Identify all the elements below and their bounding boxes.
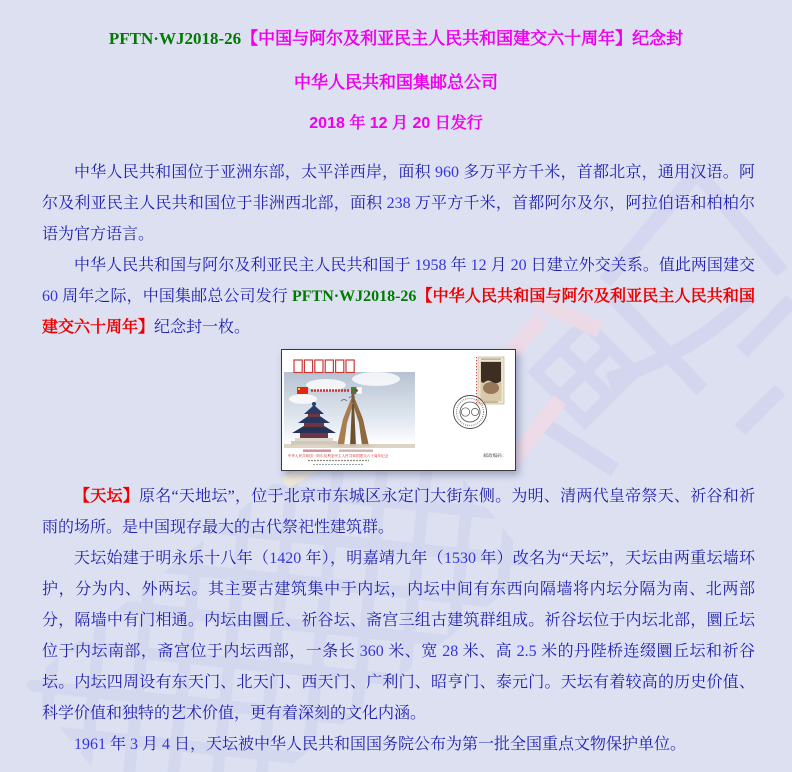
text-run: 360 bbox=[359, 643, 384, 660]
china-flag-star bbox=[298, 388, 300, 390]
paragraph-tiantan-intro bbox=[42, 481, 755, 543]
text-run: 原名“天地坛”，位于北京市东城区永定门大街东侧。为明、清两代皇帝祭天、祈谷和祈雨的场所。是中国现存最大的古代祭祀性建筑群。 bbox=[42, 488, 755, 536]
postcode-label: 邮政编码： bbox=[483, 453, 507, 458]
paragraph-tiantan-heritage bbox=[42, 729, 755, 760]
text-run: 日，天坛被中华人民共和国国务院公布为第一批全国重点文物保护单位。 bbox=[170, 736, 687, 753]
text-run: 年 bbox=[106, 736, 131, 753]
issuer-line: 中华人民共和国集邮总公司 bbox=[294, 73, 498, 92]
text-run: 天坛始建于明永乐十八年（ bbox=[74, 550, 270, 567]
text-run: 【中华人民共和国与阿尔及利亚民主人民共和国建交六十周年】 bbox=[42, 288, 755, 336]
text-run: 米、高 bbox=[458, 643, 517, 660]
catalog-code: PFTN·WJ2018-26 bbox=[108, 29, 242, 48]
issue-date-line: 2018 年 12 月 20 日发行 bbox=[309, 115, 483, 132]
ground-strip bbox=[284, 444, 415, 448]
page-title bbox=[0, 0, 792, 49]
text-run: 纪念封一枚。 bbox=[154, 319, 251, 336]
text-run: PFTN·WJ2018-26 bbox=[291, 288, 417, 305]
text-run: 1958 bbox=[414, 257, 447, 274]
commemorative-envelope-image bbox=[281, 349, 516, 471]
text-run: 年）改名为“天坛”，天坛由两重坛墙环护，分为内、外两坛。其主要古建筑集中于内坛，内坛中间有东西向隔墙将内坛分隔为南、北两部分，隔墙中有门相通。内坛由圜丘、祈谷坛、斋宫三组古建筑群组成。祈谷坛位于内坛北部，圜丘坛位于内坛南部，斋宫位于内坛西部，一条长 bbox=[42, 550, 755, 660]
text-run: 4 bbox=[162, 736, 171, 753]
text-run: 60 bbox=[42, 288, 58, 305]
text-run: 1420 bbox=[269, 550, 302, 567]
text-run: 2.5 bbox=[516, 643, 537, 660]
paragraph-tiantan-history bbox=[42, 543, 755, 729]
paragraph-countries bbox=[42, 157, 755, 250]
text-run: 年 bbox=[446, 257, 471, 274]
paragraph-issue-info bbox=[42, 250, 755, 343]
text-run: 多万平方千米，首都北京，通用汉语。阿尔及利亚民主人民共和国位于非洲西北部，面积 bbox=[42, 164, 755, 212]
envelope-figure bbox=[42, 349, 755, 471]
text-run: 960 bbox=[435, 164, 460, 181]
text-run: 20 bbox=[510, 257, 527, 274]
text-run: 月 bbox=[486, 257, 511, 274]
text-run: 周年之际，中国集邮总公司发行 bbox=[58, 288, 292, 305]
text-run: 米、宽 bbox=[383, 643, 443, 660]
text-run: 238 bbox=[386, 195, 411, 212]
text-run: 万平方千米，首都阿尔及尔，阿拉伯语和柏柏尔语为官方语言。 bbox=[42, 195, 755, 243]
envelope-caption: 中华人民共和国－阿尔及利亚民主人民共和国建交六十周年纪念 bbox=[287, 454, 389, 458]
text-run: 中华人民共和国与阿尔及利亚民主人民共和国于 bbox=[74, 257, 415, 274]
text-run: 月 bbox=[138, 736, 163, 753]
text-run: 【天坛】 bbox=[74, 488, 140, 505]
text-run: 日建立外交关系。值此两国建交 bbox=[526, 257, 755, 274]
title-text: 【中国与阿尔及利亚民主人民共和国建交六十周年】纪念封 bbox=[241, 29, 684, 48]
text-run: 米的丹陛桥连缀圜丘坛和祈谷坛。内坛四周设有东天门、北天门、西天门、广利门、昭亨门、泰元门。天坛有着较高的历史价值、科学价值和独特的艺术价值，更有着深刻的文化内涵。 bbox=[42, 643, 755, 722]
text-run: 3 bbox=[130, 736, 139, 753]
stamp bbox=[477, 357, 505, 404]
article-body bbox=[42, 157, 755, 760]
text-run: 12 bbox=[470, 257, 487, 274]
text-run: 28 bbox=[442, 643, 459, 660]
text-run: 年），明嘉靖九年（ bbox=[301, 550, 444, 567]
text-run: 1961 bbox=[74, 736, 106, 753]
text-run: 1530 bbox=[443, 550, 476, 567]
text-run: 中华人民共和国位于亚洲东部，太平洋西岸，面积 bbox=[74, 164, 436, 181]
